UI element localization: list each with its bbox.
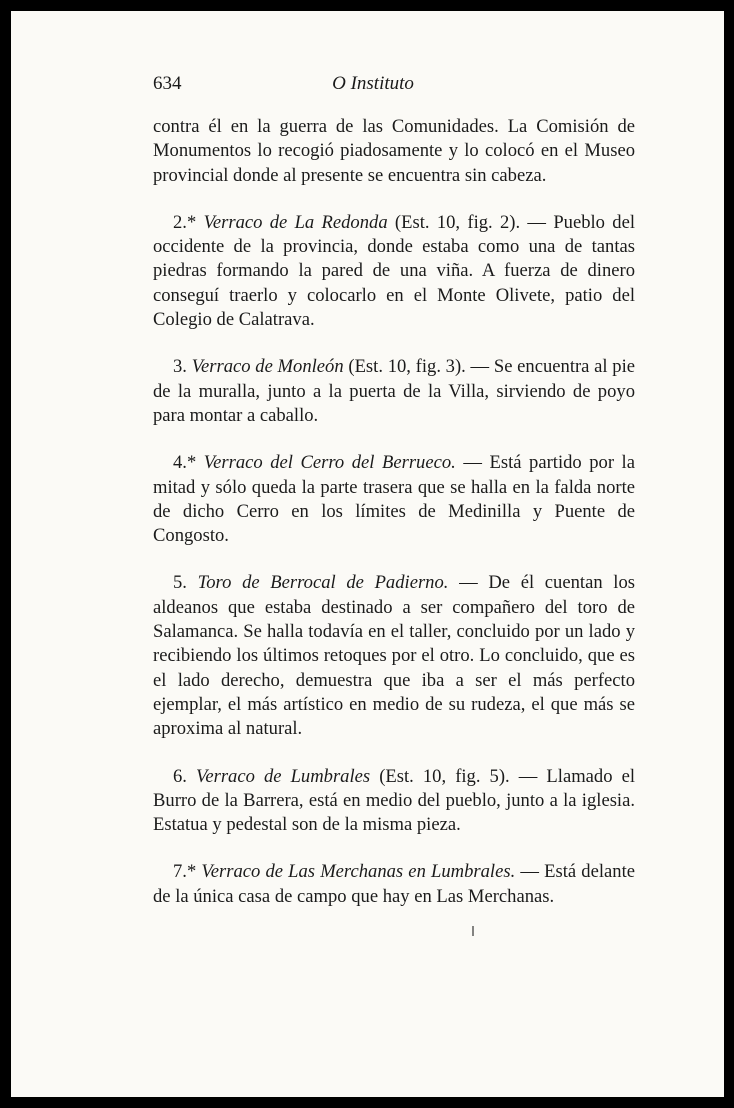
book-page bbox=[11, 11, 724, 1097]
item-number: 7.* bbox=[173, 861, 197, 883]
item-title: Verraco de La Redonda bbox=[203, 211, 388, 233]
item-title: Verraco del Cerro del Berrueco. bbox=[203, 452, 456, 474]
paragraph bbox=[153, 451, 635, 548]
paragraph-text: contra él en la guerra de las Comunidades. La Comisión de Monumentos lo recogió piadosamente y lo colocó en el Museo provincial donde al presente se encuentra sin cabeza. bbox=[153, 116, 635, 186]
item-number: 5. bbox=[173, 572, 187, 594]
item-number: 4.* bbox=[173, 452, 197, 474]
item-title: Toro de Berrocal de Padierno. bbox=[197, 572, 449, 594]
ink-mark bbox=[472, 926, 474, 936]
paragraph bbox=[153, 765, 635, 838]
item-title: Verraco de Monleón bbox=[191, 356, 344, 378]
body-text bbox=[153, 115, 635, 932]
item-title: Verraco de Las Merchanas en Lumbrales. bbox=[201, 861, 516, 883]
page-header bbox=[153, 73, 593, 103]
paragraph bbox=[153, 860, 635, 909]
item-number: 3. bbox=[173, 356, 187, 378]
paragraph-text: (Est. 10, fig. 2). — Pueblo del occidente de la provincia, donde estaba como una de tantas piedras formando la pared de una viña. A fuerza de dinero conseguí traerlo y colocarlo en el Monte Olivete, patio del Colegio de Calatrava. bbox=[153, 211, 635, 331]
item-number: 6. bbox=[173, 765, 187, 787]
page-number: 634 bbox=[153, 73, 182, 94]
paragraph bbox=[153, 211, 635, 332]
paragraph bbox=[153, 115, 635, 188]
paragraph-text: — Está partido por la mitad y sólo queda la parte trasera que se halla en la falda norte de dicho Cerro en los límites de Medinilla y Puente de Congosto. bbox=[153, 452, 635, 547]
paragraph-text: — Está delante de la única casa de campo que hay en Las Merchanas. bbox=[153, 861, 635, 907]
paragraph-text: (Est. 10, fig. 5). — Llamado el Burro de la Barrera, está en medio del pueblo, junto a la iglesia. Estatua y pedestal son de la misma pieza. bbox=[153, 765, 636, 836]
item-number: 2.* bbox=[173, 211, 197, 233]
paragraph bbox=[153, 571, 635, 741]
item-title: Verraco de Lumbrales bbox=[196, 765, 371, 787]
running-title: O Instituto bbox=[332, 73, 414, 94]
paragraph-text: (Est. 10, fig. 3). — Se encuentra al pie de la muralla, junto a la puerta de la Villa, sirviendo de poyo para montar a caballo. bbox=[153, 356, 636, 426]
paragraph-text: — De él cuentan los aldeanos que estaba destinado a ser compañero del toro de Salamanca. Se halla todavía en el taller, concluido por un lado y recibiendo los últimos retoques por el otro. Lo concluido, que es el lado derecho, demuestra que iba a ser el más perfecto ejemplar, el más artístico en medio de su rudeza, el que más se aproxima al natural. bbox=[153, 572, 635, 740]
paragraph bbox=[153, 355, 635, 428]
